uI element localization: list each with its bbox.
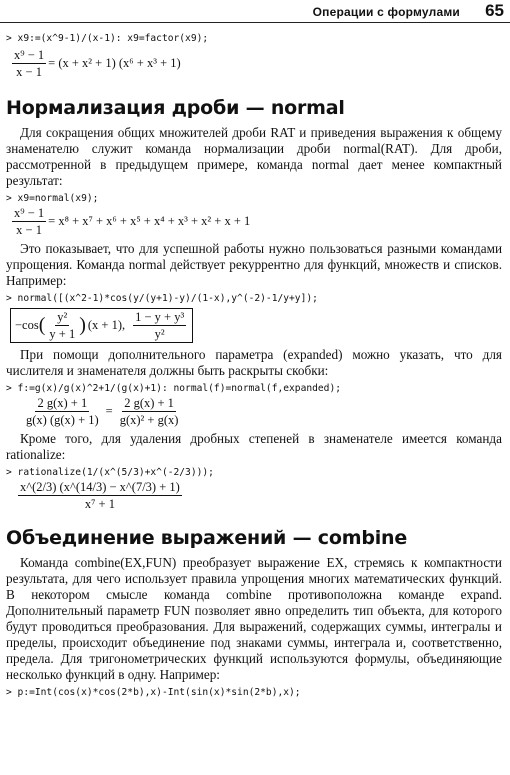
fraction-denominator: x⁷ + 1 bbox=[84, 497, 115, 511]
paren-close: ) bbox=[79, 314, 86, 336]
math-rhs: = (x + x² + 1) (x⁶ + x³ + 1) bbox=[48, 56, 181, 70]
paragraph: Кроме того, для удаления дробных степеней в знаменателе имеется команда rationalize: bbox=[6, 431, 502, 462]
fraction-numerator: 2 g(x) + 1 bbox=[124, 396, 174, 410]
fraction bbox=[47, 310, 77, 341]
fraction-numerator: 1 − y + y³ bbox=[135, 310, 185, 324]
code-line: > rationalize(1/(x^(5/3)+x^(-2/3))); bbox=[6, 467, 214, 478]
paragraph: Это показывает, что для успешной работы нужно пользоваться разными командами упрощения. Команда normal действует рекуррентно для функций, множеств и списков. Например: bbox=[6, 241, 502, 288]
fraction-denominator: y + 1 bbox=[49, 327, 76, 341]
fraction-numerator: 2 g(x) + 1 bbox=[37, 396, 88, 410]
list-bracket bbox=[10, 308, 193, 343]
math-output bbox=[10, 206, 502, 237]
paren-open: ( bbox=[38, 314, 46, 336]
paragraph: При помощи дополнительного параметра (expanded) можно указать, что для числителя и знаменателя должны быть раскрыты скобки: bbox=[6, 347, 502, 378]
fraction bbox=[24, 396, 101, 427]
section-heading-combine: Объединение выражений — combine bbox=[6, 527, 408, 549]
code-line: > p:=Int(cos(x)*cos(2*b),x)-Int(sin(x)*sin(2*b),x); bbox=[6, 687, 301, 698]
code-line: > x9=normal(x9); bbox=[6, 193, 99, 204]
math-output bbox=[16, 480, 502, 511]
fraction-denominator: x − 1 bbox=[16, 65, 42, 79]
math-output bbox=[10, 308, 502, 343]
paragraph: Команда combine(EX,FUN) преобразует выражение EX, стремясь к компактности результата, для чего использует правила упрощения многих математических функций. В некотором смысле команда combine противоположна команде expand. Дополнительный параметр FUN позволяет явно определить тип объекта, для которого будут проводиться преобразования. Для выражений, содержащих суммы, интегралы и пределы, происходит объединение под знаками суммы, интеграла и, соответственно, предела. Для тригонометрических функций используются формулы, объединяющие несколько функций в одну. Например: bbox=[6, 555, 502, 682]
code-line: > x9:=(x^9-1)/(x-1): x9=factor(x9); bbox=[6, 33, 209, 44]
fraction-numerator: x⁹ − 1 bbox=[14, 48, 45, 62]
fraction-numerator: y² bbox=[57, 310, 68, 324]
code-line: > f:=g(x)/g(x)^2+1/(g(x)+1): normal(f)=normal(f,expanded); bbox=[6, 383, 342, 394]
page-number: 65 bbox=[485, 1, 504, 20]
fraction bbox=[18, 480, 182, 511]
fraction-denominator: g(x) (g(x) + 1) bbox=[26, 413, 99, 427]
section-heading-normal: Нормализация дроби — normal bbox=[6, 97, 345, 119]
fraction bbox=[133, 310, 186, 341]
math-term: (x + 1), bbox=[87, 318, 126, 332]
math-output bbox=[22, 396, 502, 427]
math-output bbox=[10, 48, 502, 79]
page-header bbox=[0, 0, 510, 24]
fraction bbox=[118, 396, 181, 427]
fraction bbox=[12, 48, 46, 79]
fraction-denominator: x − 1 bbox=[16, 223, 42, 237]
fraction-numerator: x^(2/3) (x^(14/3) − x^(7/3) + 1) bbox=[20, 480, 180, 494]
running-title: Операции с формулами bbox=[312, 5, 460, 19]
fraction bbox=[12, 206, 46, 237]
header-rule bbox=[0, 22, 510, 23]
math-term: −cos bbox=[15, 318, 39, 332]
paragraph: Для сокращения общих множителей дроби RAT и приведения выражения к общему знаменателю служит команда нормализации дроби normal(RAT). Для дроби, рассмотренной в предыдущем примере, команда normal дает менее компактный результат: bbox=[6, 125, 502, 188]
fraction-numerator: x⁹ − 1 bbox=[14, 206, 45, 220]
fraction-denominator: y² bbox=[154, 327, 165, 341]
math-rhs: = x⁸ + x⁷ + x⁶ + x⁵ + x⁴ + x³ + x² + x + 1 bbox=[48, 214, 251, 228]
code-line: > normal([(x^2-1)*cos(y/(y+1)-y)/(1-x),y^(-2)-1/y+y]); bbox=[6, 293, 318, 304]
page-content bbox=[6, 32, 502, 700]
fraction-denominator: g(x)² + g(x) bbox=[119, 413, 179, 427]
equals-sign: = bbox=[105, 404, 113, 418]
